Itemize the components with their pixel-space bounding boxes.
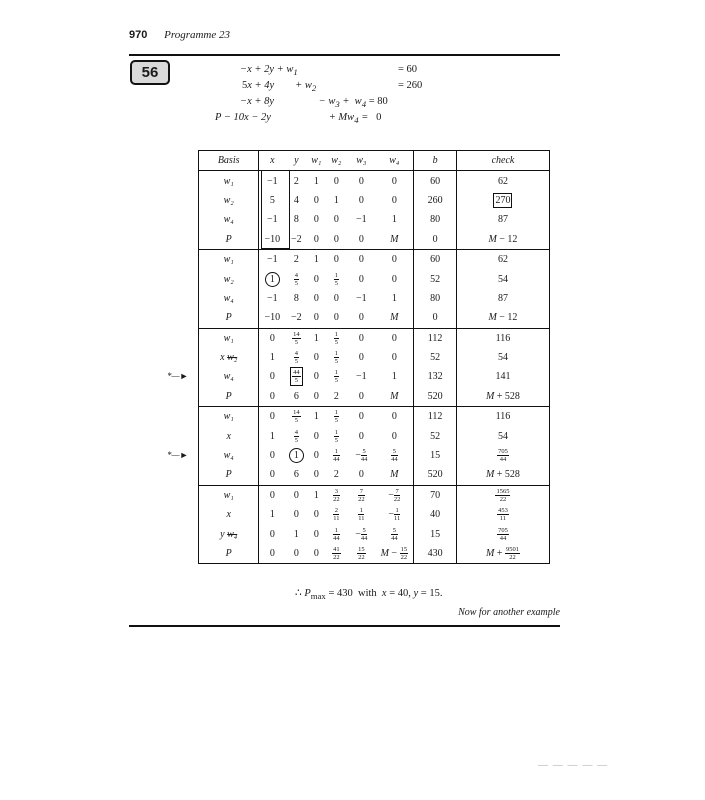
col-w3: w₃ <box>347 151 375 171</box>
equation-4: P − 10x − 2y + $Mw_4 = 0$ <box>215 112 382 126</box>
table-row: P 0 6 0 2 0 M 520 M + 528 <box>199 465 550 485</box>
col-w2: w₂ <box>325 151 347 171</box>
equation-2: 5x + 4y + $w_2$ <box>242 80 317 94</box>
equation-3: −x + 8y − $w_3 + w_4 = 80$ <box>240 96 388 110</box>
table-row: x 1 $\frac{4}{5}$ 0 $\frac{1}{5}$ 0 0 52 54 <box>199 426 550 445</box>
table-row: P −10 −2 0 0 0 M 0 M − 12 <box>199 230 550 250</box>
table-row: w₂ 1 $\frac{4}{5}$ 0 $\frac{1}{5}$ 0 0 52 54 <box>199 269 550 288</box>
table-row: w₁ −1 2 1 0 0 0 60 62 <box>199 249 550 269</box>
table-row: *—► w₄ 0 $\frac{44}{5}$ 0 $\frac{1}{5}$ −1 1 132 141 <box>199 367 550 386</box>
page-header <box>129 29 230 41</box>
equation-2-rhs: = 260 <box>398 80 423 91</box>
programme-title: Programme 23 <box>164 29 231 41</box>
equation-1-rhs: = 60 <box>398 64 418 75</box>
col-basis: Basis <box>199 151 259 171</box>
conclusion: ∴ $P_{max} = 430$ with x = 40, y = 15. <box>295 588 443 602</box>
table-row: P 0 0 0 $\frac{41}{22}$ $\frac{15}{22}$ M − $\frac{15}{22}$ 430 M + $\frac{9501}{22}$ <box>199 544 550 564</box>
table-row: w₁ 0 0 1 $\frac{3}{22}$ $\frac{7}{22}$ − $\frac{7}{22}$ 70 $\frac{1565}{22}$ <box>199 485 550 505</box>
footer-marks: — — — — — <box>538 760 609 771</box>
table-row: *—► w₄ 0 1 0 $\frac{1}{44}$ − $\frac{5}{44}$ $\frac{5}{44}$ 15 $\frac{705}{44}$ <box>199 446 550 465</box>
bottom-rule <box>129 625 560 627</box>
next-prompt: Now for another example <box>458 607 560 618</box>
table-row: x w₂ 1 $\frac{4}{5}$ 0 $\frac{1}{5}$ 0 0 52 54 <box>199 348 550 367</box>
frame-number-badge: 56 <box>130 60 170 85</box>
table-row: P −10 −2 0 0 0 M 0 M − 12 <box>199 308 550 328</box>
table-row: w₁ −1 2 1 0 0 0 60 62 <box>199 171 550 191</box>
table-row: w₁ 0 $\frac{14}{5}$ 1 $\frac{1}{5}$ 0 0 112 116 <box>199 328 550 348</box>
table-row: P 0 6 0 2 0 M 520 M + 528 <box>199 387 550 407</box>
top-rule <box>129 54 560 56</box>
table-row: w₄ −1 8 0 0 −1 1 80 87 <box>199 289 550 308</box>
table-row: w₄ −1 8 0 0 −1 1 80 87 <box>199 210 550 229</box>
table-row: w₁ 0 $\frac{14}{5}$ 1 $\frac{1}{5}$ 0 0 112 116 <box>199 407 550 427</box>
equation-1: $-x + 2y + w_1$ <box>240 64 298 78</box>
simplex-tableau <box>167 150 550 564</box>
pivot-column-box <box>261 170 290 249</box>
table-row: w₂ 5 4 0 1 0 0 260 270 <box>199 191 550 210</box>
col-y: y <box>285 151 307 171</box>
col-w4: w₄ <box>375 151 414 171</box>
table-row: x 1 0 0 $\frac{2}{11}$ $\frac{1}{11}$ − $\frac{1}{11}$ 40 $\frac{453}{11}$ <box>199 505 550 524</box>
col-b: b <box>414 151 457 171</box>
col-x: x <box>259 151 286 171</box>
table-row: y w₄ 0 1 0 $\frac{1}{44}$ − $\frac{5}{44}$ $\frac{5}{44}$ 15 $\frac{705}{44}$ <box>199 524 550 543</box>
table-header-row <box>199 151 550 171</box>
col-w1: w₁ <box>307 151 325 171</box>
col-check: check <box>456 151 549 171</box>
page-number: 970 <box>129 29 148 41</box>
